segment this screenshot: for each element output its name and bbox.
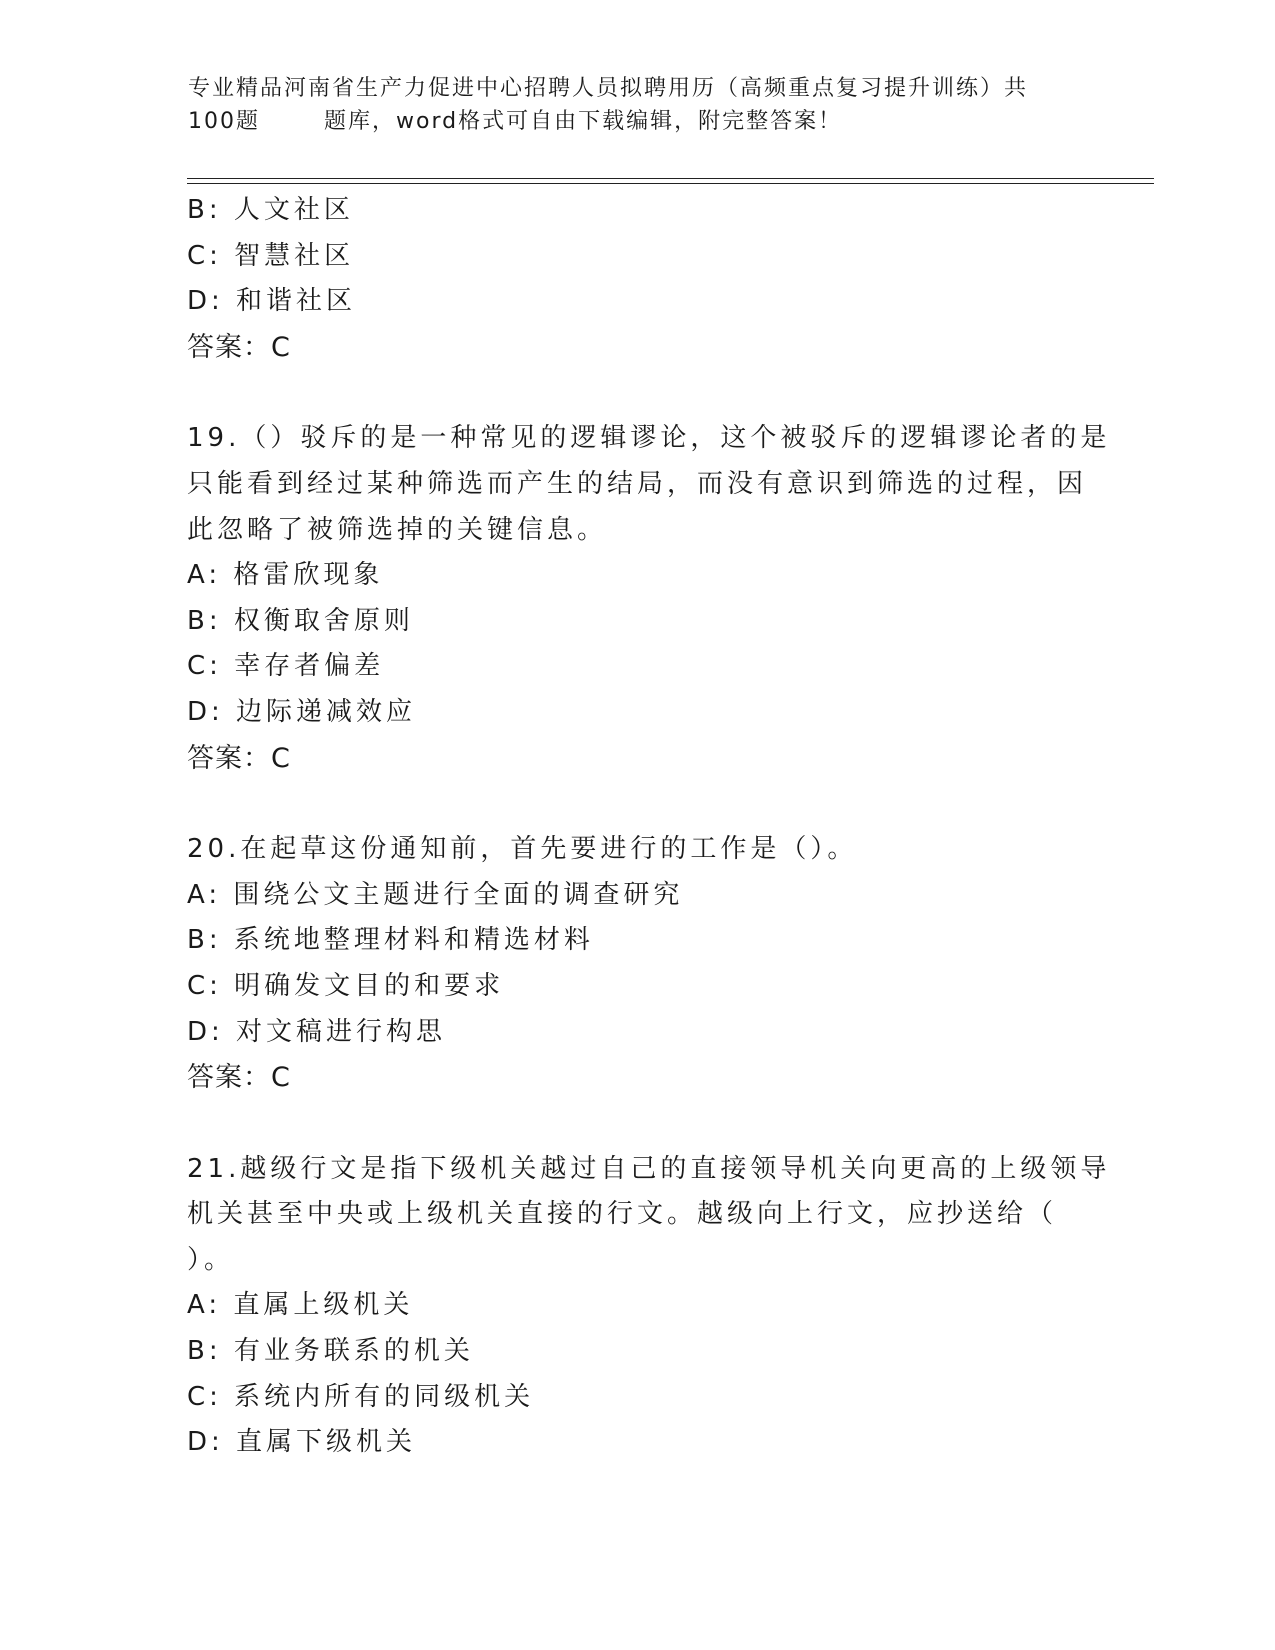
question-20 — [187, 827, 1087, 1101]
answer-line: 答案：C — [187, 742, 291, 774]
header-question-count: 100题 — [188, 109, 260, 134]
option-d: D: 直属下级机关 — [187, 1427, 417, 1458]
option-b: B: 有业务联系的机关 — [187, 1336, 474, 1367]
question-text-line: 只能看到经过某种筛选而产生的结局，而没有意识到筛选的过程，因 — [187, 468, 1088, 499]
question-text-line: 机关甚至中央或上级机关直接的行文。越级向上行文，应抄送给（ — [187, 1199, 1058, 1230]
option-c: C: 明确发文目的和要求 — [187, 970, 505, 1001]
question-text-line: 21.越级行文是指下级机关越过自己的直接领导机关向更高的上级领导 — [187, 1153, 1111, 1184]
option-b: B: 人文社区 — [187, 195, 354, 225]
header-description: 题库，word格式可自由下载编辑，附完整答案！ — [324, 109, 843, 134]
option-a: A: 围绕公文主题进行全面的调查研究 — [187, 879, 684, 910]
option-d: D: 和谐社区 — [187, 286, 357, 317]
answer-line: 答案：C — [187, 1062, 291, 1094]
question-text-line: ）。 — [187, 1244, 235, 1275]
option-b: B: 权衡取舍原则 — [187, 605, 414, 636]
option-c: C: 智慧社区 — [187, 240, 355, 271]
option-b: B: 系统地整理材料和精选材料 — [187, 925, 594, 956]
document-header — [188, 72, 1088, 138]
option-d: D: 对文稿进行构思 — [187, 1016, 447, 1047]
header-line-2 — [188, 105, 1088, 138]
option-c: C: 幸存者偏差 — [187, 651, 385, 682]
answer-line: 答案：C — [187, 331, 291, 363]
header-divider-bottom — [187, 183, 1154, 184]
option-d: D: 边际递减效应 — [187, 696, 417, 727]
question-21 — [187, 1147, 1111, 1466]
option-a: A: 格雷欣现象 — [187, 560, 384, 591]
option-c: C: 系统内所有的同级机关 — [187, 1381, 535, 1412]
document-body — [187, 188, 1111, 1466]
option-a: A: 直属上级机关 — [187, 1290, 414, 1321]
question-text-line: 此忽略了被筛选掉的关键信息。 — [187, 514, 608, 545]
question-text-line: 20.在起草这份通知前，首先要进行的工作是（）。 — [187, 834, 858, 865]
question-text-line: 19.（）驳斥的是一种常见的逻辑谬论，这个被驳斥的逻辑谬论者的是 — [187, 423, 1111, 454]
header-divider-top — [187, 178, 1154, 179]
header-line-1: 专业精品河南省生产力促进中心招聘人员拟聘用历（高频重点复习提升训练）共 — [188, 76, 1029, 101]
question-18-tail — [187, 188, 1087, 370]
question-19 — [187, 416, 1111, 781]
